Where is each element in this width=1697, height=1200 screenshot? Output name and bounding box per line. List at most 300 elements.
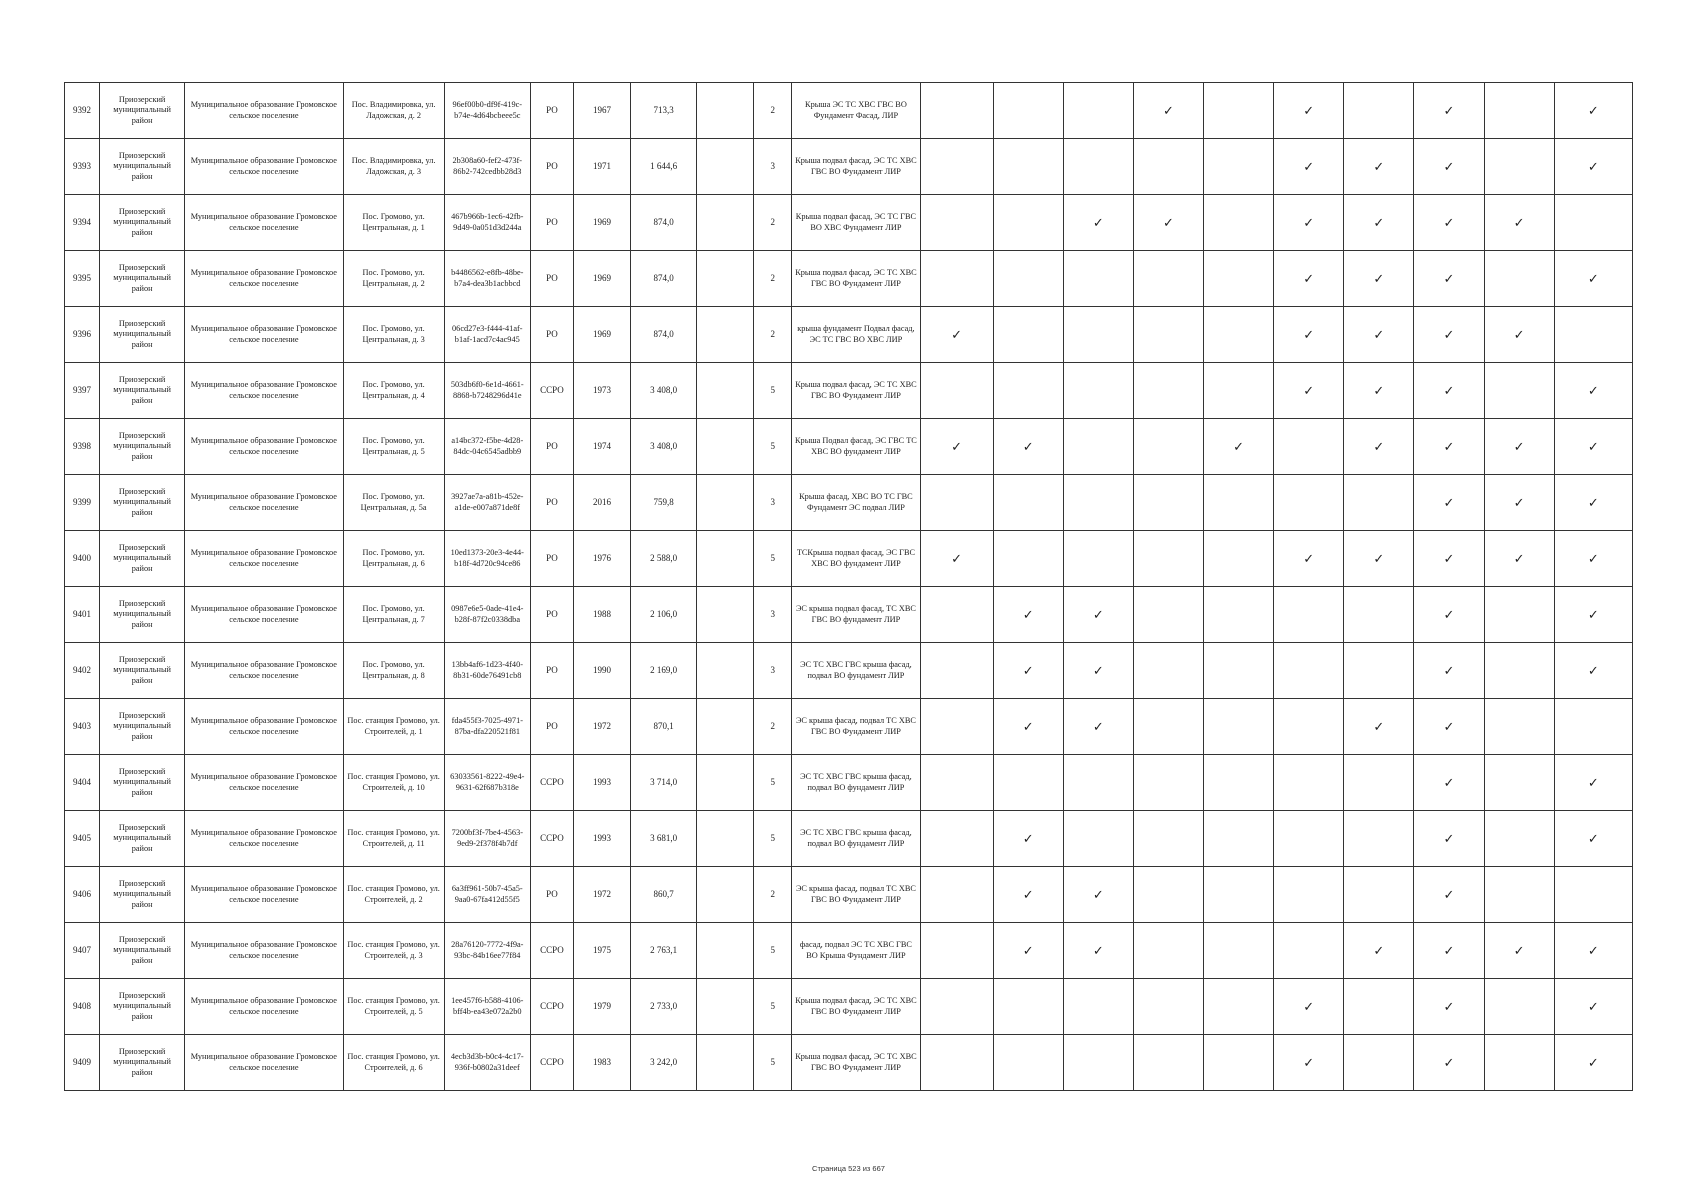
- empty-check-cell: [1204, 83, 1274, 139]
- check-mark-cell: [1274, 83, 1344, 139]
- check-icon: ✓: [1373, 439, 1385, 454]
- empty-cell: [697, 531, 754, 587]
- floors-cell: 2: [754, 867, 792, 923]
- table-row: [65, 139, 1633, 195]
- check-icon: ✓: [1587, 271, 1599, 286]
- year-cell: 1976: [573, 531, 630, 587]
- works-cell: фасад, подвал ЭС ТС ХВС ГВС ВО Крыша Фундамент ЛИР: [792, 923, 920, 979]
- check-mark-cell: [1554, 251, 1632, 307]
- check-icon: ✓: [1303, 1055, 1315, 1070]
- type-cell: ССРО: [530, 1035, 573, 1091]
- check-mark-cell: [1063, 923, 1133, 979]
- check-mark-cell: [1554, 363, 1632, 419]
- empty-check-cell: [1133, 923, 1203, 979]
- year-cell: 1975: [573, 923, 630, 979]
- guid-cell: 1ee457f6-b588-4106-bff4b-ea43e072a2b0: [444, 979, 530, 1035]
- district-cell: Приозерский муниципальный район: [100, 139, 185, 195]
- check-mark-cell: [1554, 755, 1632, 811]
- row-number: 9398: [65, 419, 100, 475]
- empty-check-cell: [1344, 979, 1414, 1035]
- empty-cell: [697, 923, 754, 979]
- empty-cell: [697, 195, 754, 251]
- check-mark-cell: [1063, 867, 1133, 923]
- floors-cell: 5: [754, 1035, 792, 1091]
- address-cell: Пос. станция Громово, ул. Строителей, д. 10: [343, 755, 444, 811]
- check-icon: ✓: [1443, 383, 1455, 398]
- floors-cell: 5: [754, 979, 792, 1035]
- year-cell: 1988: [573, 587, 630, 643]
- area-cell: 2 588,0: [631, 531, 697, 587]
- check-icon: ✓: [1443, 1055, 1455, 1070]
- district-cell: Приозерский муниципальный район: [100, 83, 185, 139]
- floors-cell: 2: [754, 307, 792, 363]
- check-icon: ✓: [1373, 271, 1385, 286]
- area-cell: 3 408,0: [631, 363, 697, 419]
- area-cell: 874,0: [631, 307, 697, 363]
- empty-check-cell: [1274, 587, 1344, 643]
- year-cell: 1979: [573, 979, 630, 1035]
- check-icon: ✓: [1373, 215, 1385, 230]
- type-cell: ССРО: [530, 363, 573, 419]
- year-cell: 1973: [573, 363, 630, 419]
- check-icon: ✓: [1303, 999, 1315, 1014]
- works-cell: Крыша подвал фасад, ЭС ТС ХВС ГВС ВО Фундамент ЛИР: [792, 979, 920, 1035]
- check-mark-cell: [920, 307, 993, 363]
- empty-check-cell: [1484, 251, 1554, 307]
- check-icon: ✓: [1587, 439, 1599, 454]
- check-icon: ✓: [1022, 831, 1034, 846]
- works-cell: Крыша фасад, ХВС ВО ТС ГВС Фундамент ЭС подвал ЛИР: [792, 475, 920, 531]
- empty-check-cell: [993, 979, 1063, 1035]
- empty-check-cell: [1204, 979, 1274, 1035]
- check-mark-cell: [1344, 195, 1414, 251]
- municipality-cell: Муниципальное образование Громовское сельское поселение: [185, 699, 343, 755]
- row-number: 9408: [65, 979, 100, 1035]
- check-mark-cell: [1484, 531, 1554, 587]
- check-mark-cell: [1133, 83, 1203, 139]
- check-mark-cell: [993, 699, 1063, 755]
- check-mark-cell: [1274, 1035, 1344, 1091]
- table-row: [65, 195, 1633, 251]
- check-icon: ✓: [1443, 215, 1455, 230]
- check-mark-cell: [1063, 643, 1133, 699]
- page-number: Страница 523 из 667: [812, 1164, 885, 1173]
- empty-check-cell: [1133, 811, 1203, 867]
- check-icon: ✓: [1513, 943, 1525, 958]
- check-icon: ✓: [1587, 495, 1599, 510]
- guid-cell: fda455f3-7025-4971-87ba-dfa220521f81: [444, 699, 530, 755]
- empty-check-cell: [1204, 251, 1274, 307]
- works-cell: ЭС крыша подвал фасад, ТС ХВС ГВС ВО фундамент ЛИР: [792, 587, 920, 643]
- works-cell: Крыша подвал фасад, ЭС ТС ХВС ГВС ВО Фундамент ЛИР: [792, 1035, 920, 1091]
- row-number: 9400: [65, 531, 100, 587]
- type-cell: РО: [530, 867, 573, 923]
- check-icon: ✓: [1092, 943, 1104, 958]
- row-number: 9407: [65, 923, 100, 979]
- year-cell: 1972: [573, 699, 630, 755]
- empty-check-cell: [920, 979, 993, 1035]
- check-mark-cell: [1554, 811, 1632, 867]
- guid-cell: 06cd27e3-f444-41af-b1af-1acd7c4ac945: [444, 307, 530, 363]
- check-mark-cell: [1554, 923, 1632, 979]
- works-cell: Крыша подвал фасад, ЭС ТС ХВС ГВС ВО Фундамент ЛИР: [792, 251, 920, 307]
- row-number: 9403: [65, 699, 100, 755]
- check-icon: ✓: [1022, 943, 1034, 958]
- row-number: 9399: [65, 475, 100, 531]
- municipality-cell: Муниципальное образование Громовское сельское поселение: [185, 979, 343, 1035]
- empty-check-cell: [1554, 867, 1632, 923]
- district-cell: Приозерский муниципальный район: [100, 643, 185, 699]
- address-cell: Пос. Громово, ул. Центральная, д. 5а: [343, 475, 444, 531]
- address-cell: Пос. станция Громово, ул. Строителей, д. 3: [343, 923, 444, 979]
- check-icon: ✓: [1092, 663, 1104, 678]
- empty-check-cell: [1554, 307, 1632, 363]
- empty-check-cell: [1204, 531, 1274, 587]
- check-mark-cell: [1344, 363, 1414, 419]
- guid-cell: 2b308a60-fef2-473f-86b2-742cedbb28d3: [444, 139, 530, 195]
- area-cell: 874,0: [631, 251, 697, 307]
- empty-check-cell: [1204, 811, 1274, 867]
- empty-check-cell: [1063, 755, 1133, 811]
- municipality-cell: Муниципальное образование Громовское сельское поселение: [185, 251, 343, 307]
- check-icon: ✓: [1513, 215, 1525, 230]
- check-icon: ✓: [1373, 719, 1385, 734]
- year-cell: 1993: [573, 755, 630, 811]
- check-mark-cell: [1554, 1035, 1632, 1091]
- check-icon: ✓: [1163, 103, 1174, 118]
- district-cell: Приозерский муниципальный район: [100, 531, 185, 587]
- table-row: [65, 307, 1633, 363]
- check-icon: ✓: [1587, 999, 1599, 1014]
- empty-check-cell: [920, 643, 993, 699]
- type-cell: РО: [530, 139, 573, 195]
- check-mark-cell: [1554, 587, 1632, 643]
- row-number: 9406: [65, 867, 100, 923]
- floors-cell: 3: [754, 643, 792, 699]
- empty-check-cell: [1133, 531, 1203, 587]
- check-icon: ✓: [1443, 775, 1455, 790]
- floors-cell: 5: [754, 531, 792, 587]
- area-cell: 2 169,0: [631, 643, 697, 699]
- table-row: [65, 475, 1633, 531]
- district-cell: Приозерский муниципальный район: [100, 419, 185, 475]
- guid-cell: 6a3ff961-50b7-45a5-9aa0-67fa412d55f5: [444, 867, 530, 923]
- check-icon: ✓: [1022, 607, 1034, 622]
- works-cell: ЭС ТС ХВС ГВС крыша фасад, подвал ВО фундамент ЛИР: [792, 643, 920, 699]
- type-cell: РО: [530, 83, 573, 139]
- district-cell: Приозерский муниципальный район: [100, 363, 185, 419]
- floors-cell: 3: [754, 475, 792, 531]
- check-mark-cell: [1554, 979, 1632, 1035]
- empty-check-cell: [1204, 475, 1274, 531]
- empty-cell: [697, 643, 754, 699]
- district-cell: Приозерский муниципальный район: [100, 811, 185, 867]
- check-icon: ✓: [1233, 439, 1245, 454]
- address-cell: Пос. станция Громово, ул. Строителей, д. 6: [343, 1035, 444, 1091]
- empty-check-cell: [1344, 643, 1414, 699]
- year-cell: 1972: [573, 867, 630, 923]
- check-mark-cell: [1063, 587, 1133, 643]
- year-cell: 2016: [573, 475, 630, 531]
- check-icon: ✓: [1303, 271, 1315, 286]
- works-cell: ЭС крыша фасад, подвал ТС ХВС ГВС ВО Фундамент ЛИР: [792, 867, 920, 923]
- address-cell: Пос. станция Громово, ул. Строителей, д. 2: [343, 867, 444, 923]
- check-icon: ✓: [1163, 215, 1174, 230]
- empty-check-cell: [993, 1035, 1063, 1091]
- empty-check-cell: [920, 475, 993, 531]
- empty-check-cell: [920, 811, 993, 867]
- check-icon: ✓: [1513, 439, 1525, 454]
- municipality-cell: Муниципальное образование Громовское сельское поселение: [185, 83, 343, 139]
- empty-cell: [697, 139, 754, 195]
- empty-check-cell: [993, 139, 1063, 195]
- type-cell: РО: [530, 195, 573, 251]
- works-cell: крыша фундамент Подвал фасад, ЭС ТС ГВС ВО ХВС ЛИР: [792, 307, 920, 363]
- type-cell: РО: [530, 531, 573, 587]
- check-mark-cell: [1274, 195, 1344, 251]
- empty-cell: [697, 419, 754, 475]
- empty-check-cell: [1484, 867, 1554, 923]
- empty-cell: [697, 83, 754, 139]
- district-cell: Приозерский муниципальный район: [100, 867, 185, 923]
- check-mark-cell: [1414, 363, 1484, 419]
- address-cell: Пос. станция Громово, ул. Строителей, д. 11: [343, 811, 444, 867]
- district-cell: Приозерский муниципальный район: [100, 1035, 185, 1091]
- address-cell: Пос. Владимировка, ул. Ладожская, д. 3: [343, 139, 444, 195]
- check-mark-cell: [1414, 83, 1484, 139]
- empty-check-cell: [1484, 699, 1554, 755]
- district-cell: Приозерский муниципальный район: [100, 755, 185, 811]
- check-icon: ✓: [1303, 551, 1315, 566]
- address-cell: Пос. Громово, ул. Центральная, д. 3: [343, 307, 444, 363]
- check-icon: ✓: [1587, 943, 1599, 958]
- type-cell: РО: [530, 307, 573, 363]
- empty-check-cell: [1133, 1035, 1203, 1091]
- empty-check-cell: [1274, 755, 1344, 811]
- check-mark-cell: [1204, 419, 1274, 475]
- guid-cell: 0987e6e5-0ade-41e4-b28f-87f2c0338dba: [444, 587, 530, 643]
- guid-cell: 28a76120-7772-4f9a-93bc-84b16ee77f84: [444, 923, 530, 979]
- check-icon: ✓: [951, 439, 963, 454]
- empty-check-cell: [1133, 867, 1203, 923]
- check-icon: ✓: [1587, 663, 1599, 678]
- empty-cell: [697, 979, 754, 1035]
- guid-cell: 96ef00b0-df9f-419c-b74e-4d64bcbeee5c: [444, 83, 530, 139]
- municipality-cell: Муниципальное образование Громовское сельское поселение: [185, 811, 343, 867]
- area-cell: 3 408,0: [631, 419, 697, 475]
- check-icon: ✓: [1513, 327, 1525, 342]
- table-row: [65, 811, 1633, 867]
- empty-cell: [697, 699, 754, 755]
- works-cell: Крыша подвал фасад, ЭС ТС ХВС ГВС ВО Фундамент ЛИР: [792, 139, 920, 195]
- check-mark-cell: [1414, 1035, 1484, 1091]
- check-mark-cell: [1414, 811, 1484, 867]
- municipality-cell: Муниципальное образование Громовское сельское поселение: [185, 587, 343, 643]
- check-mark-cell: [1554, 139, 1632, 195]
- empty-check-cell: [1133, 139, 1203, 195]
- empty-check-cell: [1133, 587, 1203, 643]
- check-mark-cell: [1063, 699, 1133, 755]
- municipality-cell: Муниципальное образование Громовское сельское поселение: [185, 1035, 343, 1091]
- empty-check-cell: [1274, 475, 1344, 531]
- check-icon: ✓: [1587, 831, 1599, 846]
- empty-check-cell: [1204, 867, 1274, 923]
- check-mark-cell: [1344, 251, 1414, 307]
- check-mark-cell: [1554, 419, 1632, 475]
- empty-check-cell: [1204, 699, 1274, 755]
- guid-cell: 467b966b-1ec6-42fb-9d49-0a051d3d244a: [444, 195, 530, 251]
- empty-check-cell: [1204, 139, 1274, 195]
- row-number: 9394: [65, 195, 100, 251]
- empty-check-cell: [1133, 755, 1203, 811]
- check-icon: ✓: [1443, 607, 1455, 622]
- municipality-cell: Муниципальное образование Громовское сельское поселение: [185, 643, 343, 699]
- check-icon: ✓: [1443, 103, 1455, 118]
- area-cell: 1 644,6: [631, 139, 697, 195]
- empty-check-cell: [1554, 699, 1632, 755]
- check-icon: ✓: [1513, 495, 1525, 510]
- empty-check-cell: [1063, 419, 1133, 475]
- area-cell: 870,1: [631, 699, 697, 755]
- check-mark-cell: [1414, 755, 1484, 811]
- empty-check-cell: [993, 475, 1063, 531]
- floors-cell: 5: [754, 755, 792, 811]
- floors-cell: 5: [754, 363, 792, 419]
- check-icon: ✓: [1443, 887, 1455, 902]
- municipality-cell: Муниципальное образование Громовское сельское поселение: [185, 419, 343, 475]
- works-cell: Крыша подвал фасад, ЭС ТС ГВС ВО ХВС Фундамент ЛИР: [792, 195, 920, 251]
- check-icon: ✓: [1513, 551, 1525, 566]
- check-icon: ✓: [1587, 551, 1599, 566]
- check-mark-cell: [920, 419, 993, 475]
- year-cell: 1969: [573, 195, 630, 251]
- address-cell: Пос. станция Громово, ул. Строителей, д. 5: [343, 979, 444, 1035]
- empty-check-cell: [1484, 811, 1554, 867]
- district-cell: Приозерский муниципальный район: [100, 979, 185, 1035]
- empty-check-cell: [1344, 1035, 1414, 1091]
- year-cell: 1971: [573, 139, 630, 195]
- empty-cell: [697, 867, 754, 923]
- check-icon: ✓: [1443, 719, 1455, 734]
- check-icon: ✓: [1587, 607, 1599, 622]
- registry-table: [64, 82, 1633, 1091]
- empty-check-cell: [1484, 83, 1554, 139]
- address-cell: Пос. Громово, ул. Центральная, д. 8: [343, 643, 444, 699]
- empty-cell: [697, 811, 754, 867]
- municipality-cell: Муниципальное образование Громовское сельское поселение: [185, 195, 343, 251]
- empty-check-cell: [920, 867, 993, 923]
- type-cell: РО: [530, 699, 573, 755]
- empty-check-cell: [1204, 363, 1274, 419]
- address-cell: Пос. станция Громово, ул. Строителей, д. 1: [343, 699, 444, 755]
- works-cell: ЭС ТС ХВС ГВС крыша фасад, подвал ВО фундамент ЛИР: [792, 755, 920, 811]
- empty-check-cell: [1204, 1035, 1274, 1091]
- check-icon: ✓: [1303, 383, 1315, 398]
- row-number: 9396: [65, 307, 100, 363]
- table-row: [65, 587, 1633, 643]
- table-row: [65, 419, 1633, 475]
- empty-check-cell: [1484, 363, 1554, 419]
- table-row: [65, 699, 1633, 755]
- check-mark-cell: [1344, 531, 1414, 587]
- year-cell: 1967: [573, 83, 630, 139]
- floors-cell: 5: [754, 811, 792, 867]
- table-row: [65, 979, 1633, 1035]
- empty-check-cell: [1274, 867, 1344, 923]
- empty-check-cell: [920, 195, 993, 251]
- address-cell: Пос. Владимировка, ул. Ладожская, д. 2: [343, 83, 444, 139]
- type-cell: ССРО: [530, 923, 573, 979]
- area-cell: 759,8: [631, 475, 697, 531]
- type-cell: РО: [530, 251, 573, 307]
- check-icon: ✓: [1022, 887, 1034, 902]
- empty-check-cell: [1063, 139, 1133, 195]
- check-icon: ✓: [1443, 159, 1455, 174]
- guid-cell: 13bb4af6-1d23-4f40-8b31-60de76491cb8: [444, 643, 530, 699]
- check-icon: ✓: [1373, 383, 1385, 398]
- row-number: 9395: [65, 251, 100, 307]
- municipality-cell: Муниципальное образование Громовское сельское поселение: [185, 531, 343, 587]
- empty-check-cell: [920, 923, 993, 979]
- check-icon: ✓: [951, 551, 963, 566]
- empty-check-cell: [920, 1035, 993, 1091]
- table-row: [65, 251, 1633, 307]
- check-icon: ✓: [1303, 215, 1315, 230]
- table-row: [65, 643, 1633, 699]
- check-icon: ✓: [1373, 159, 1385, 174]
- row-number: 9405: [65, 811, 100, 867]
- area-cell: 874,0: [631, 195, 697, 251]
- check-mark-cell: [1484, 475, 1554, 531]
- district-cell: Приозерский муниципальный район: [100, 195, 185, 251]
- municipality-cell: Муниципальное образование Громовское сельское поселение: [185, 755, 343, 811]
- check-icon: ✓: [1373, 551, 1385, 566]
- check-mark-cell: [1484, 195, 1554, 251]
- table-row: [65, 83, 1633, 139]
- floors-cell: 3: [754, 139, 792, 195]
- check-icon: ✓: [1303, 159, 1315, 174]
- check-icon: ✓: [1443, 439, 1455, 454]
- row-number: 9397: [65, 363, 100, 419]
- works-cell: ЭС ТС ХВС ГВС крыша фасад, подвал ВО фундамент ЛИР: [792, 811, 920, 867]
- municipality-cell: Муниципальное образование Громовское сельское поселение: [185, 923, 343, 979]
- table-row: [65, 867, 1633, 923]
- check-mark-cell: [920, 531, 993, 587]
- guid-cell: 3927ae7a-a81b-452e-a1de-e007a871de8f: [444, 475, 530, 531]
- check-icon: ✓: [1022, 439, 1034, 454]
- guid-cell: b4486562-e8fb-48be-b7a4-dea3b1acbbcd: [444, 251, 530, 307]
- empty-check-cell: [1484, 139, 1554, 195]
- empty-check-cell: [993, 307, 1063, 363]
- floors-cell: 3: [754, 587, 792, 643]
- check-mark-cell: [1554, 83, 1632, 139]
- check-icon: ✓: [1373, 327, 1385, 342]
- address-cell: Пос. Громово, ул. Центральная, д. 2: [343, 251, 444, 307]
- check-icon: ✓: [1303, 103, 1315, 118]
- table-row: [65, 531, 1633, 587]
- guid-cell: 63033561-8222-49e4-9631-62f687b318e: [444, 755, 530, 811]
- empty-check-cell: [993, 195, 1063, 251]
- empty-cell: [697, 251, 754, 307]
- row-number: 9402: [65, 643, 100, 699]
- empty-check-cell: [1063, 307, 1133, 363]
- area-cell: 2 763,1: [631, 923, 697, 979]
- check-icon: ✓: [1443, 551, 1455, 566]
- empty-check-cell: [1063, 531, 1133, 587]
- check-mark-cell: [1414, 587, 1484, 643]
- type-cell: ССРО: [530, 755, 573, 811]
- check-mark-cell: [1554, 531, 1632, 587]
